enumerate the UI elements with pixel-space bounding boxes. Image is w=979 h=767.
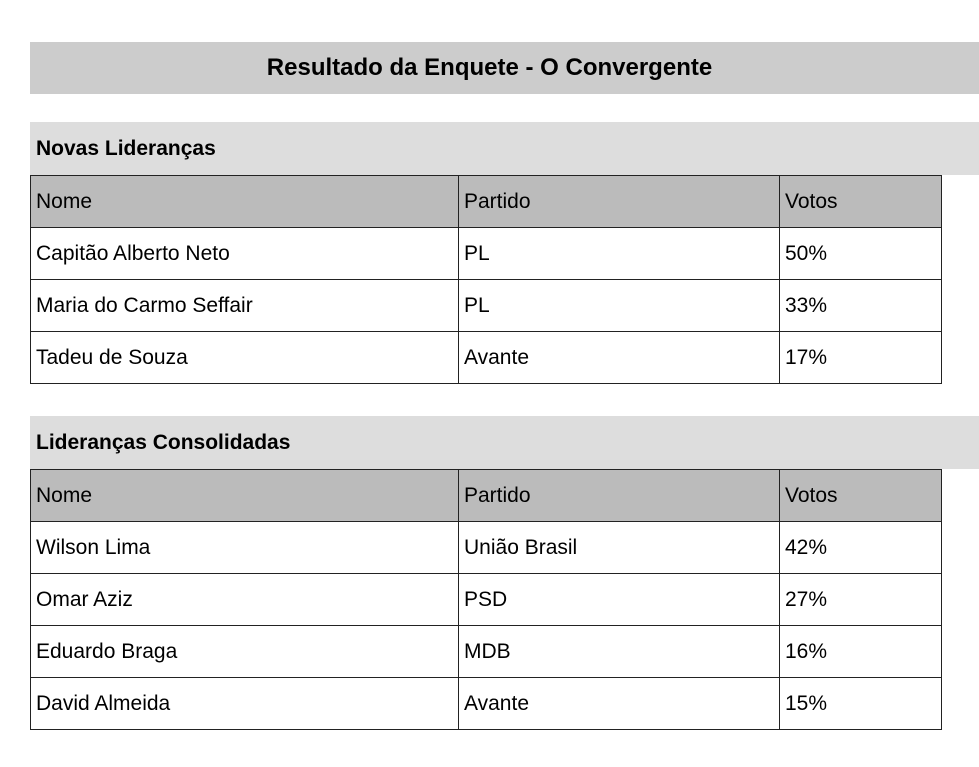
table-row — [31, 522, 942, 574]
cell-nome: Maria do Carmo Seffair — [31, 280, 459, 332]
cell-votos: 27% — [780, 574, 942, 626]
section-title: Novas Lideranças — [36, 136, 216, 160]
cell-votos: 17% — [780, 332, 942, 384]
cell-nome: Wilson Lima — [31, 522, 459, 574]
cell-votos: 42% — [780, 522, 942, 574]
cell-nome: David Almeida — [31, 678, 459, 730]
table-row — [31, 678, 942, 730]
cell-nome: Omar Aziz — [31, 574, 459, 626]
column-header-partido: Partido — [459, 176, 780, 228]
cell-nome: Capitão Alberto Neto — [31, 228, 459, 280]
cell-partido: PL — [459, 228, 780, 280]
section-header-novas-liderancas — [30, 122, 979, 175]
page-title: Resultado da Enquete - O Convergente — [266, 54, 713, 81]
section-title: Lideranças Consolidadas — [36, 430, 291, 454]
table-row — [31, 228, 942, 280]
cell-nome: Tadeu de Souza — [31, 332, 459, 384]
cell-votos: 50% — [780, 228, 942, 280]
table-row — [31, 332, 942, 384]
section-header-liderancas-consolidadas — [30, 416, 979, 469]
cell-votos: 16% — [780, 626, 942, 678]
table-header-row — [31, 470, 942, 522]
cell-partido: PSD — [459, 574, 780, 626]
table-row — [31, 574, 942, 626]
column-header-nome: Nome — [31, 176, 459, 228]
cell-partido: Avante — [459, 678, 780, 730]
column-header-partido: Partido — [459, 470, 780, 522]
cell-partido: União Brasil — [459, 522, 780, 574]
table-row — [31, 280, 942, 332]
column-header-votos: Votos — [780, 176, 942, 228]
title-bar — [30, 42, 979, 94]
cell-nome: Eduardo Braga — [31, 626, 459, 678]
table-row — [31, 626, 942, 678]
cell-partido: Avante — [459, 332, 780, 384]
table-liderancas-consolidadas — [30, 469, 942, 730]
cell-partido: PL — [459, 280, 780, 332]
table-novas-liderancas — [30, 175, 942, 384]
cell-votos: 15% — [780, 678, 942, 730]
column-header-votos: Votos — [780, 470, 942, 522]
table-header-row — [31, 176, 942, 228]
column-header-nome: Nome — [31, 470, 459, 522]
cell-votos: 33% — [780, 280, 942, 332]
cell-partido: MDB — [459, 626, 780, 678]
